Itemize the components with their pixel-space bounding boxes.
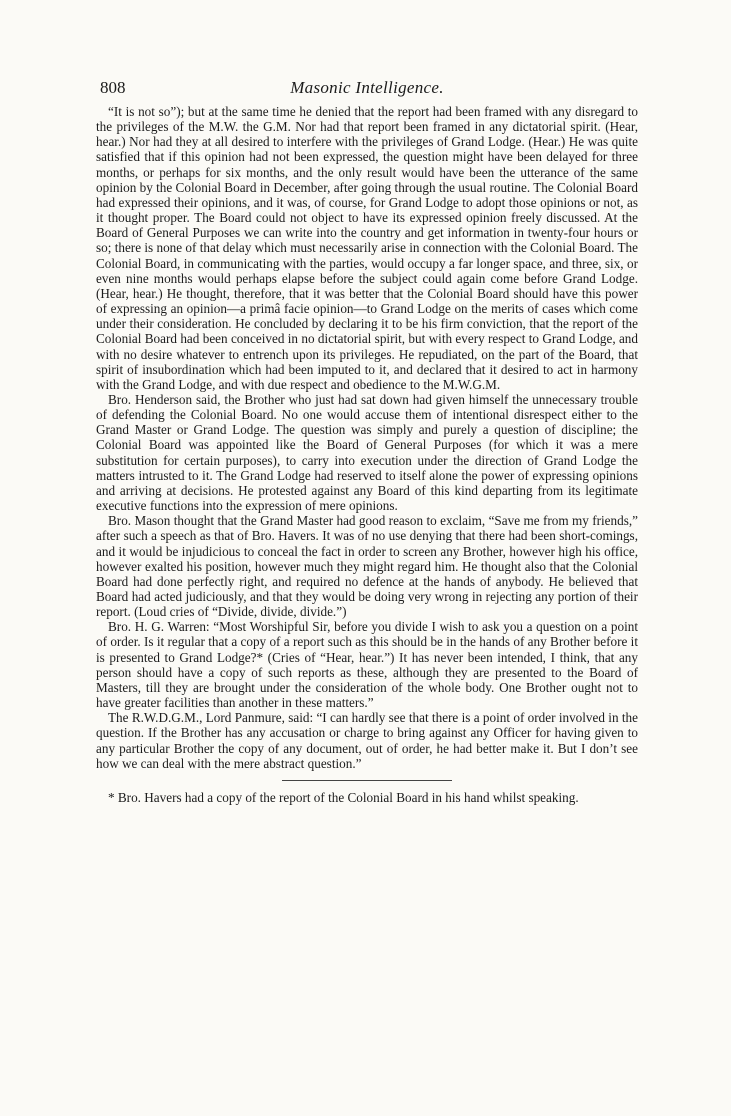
- paragraph-henderson: Bro. Henderson said, the Brother who just had sat down had given himself the unnecessary trouble of defending the Colonial Board. No one would accuse them of intentional disrespect either to the Grand Master or Grand Lodge. The question was simply and purely a question of discipline; the Colonial Board was appointed like the Board of General Purposes (for which it was a mere substitution for certain purposes), to carry into execution under the direction of Grand Lodge the matters intrusted to it. The Grand Lodge had reserved to itself alone the power of expressing opinions and arriving at decisions. He protested against any Board of this kind departing from its legitimate executive functions into the expression of mere opinions.: [96, 391, 638, 514]
- footnote: [96, 790, 638, 806]
- footnote-text: * Bro. Havers had a copy of the report of the Colonial Board in his hand whilst speaking.: [108, 789, 579, 805]
- page-number: 808: [100, 78, 126, 97]
- article-body: [96, 104, 638, 771]
- footnote-divider: [282, 780, 452, 781]
- page-header: [96, 78, 638, 104]
- running-title: Masonic Intelligence.: [290, 78, 444, 97]
- paragraph-mason: Bro. Mason thought that the Grand Master had good reason to exclaim, “Save me from my friends,” after such a speech as that of Bro. Havers. It was of no use denying that there had been short-comings, and it would be injudicious to conceal the fact in order to screen any Brother, however high his office, however exalted his position, however much they might regard him. He thought also that the Colonial Board had done perfectly right, and required no defence at the hands of anybody. He believed that Board had acted judiciously, and that they would be doing very wrong in rejecting any portion of their report. (Loud cries of “Divide, divide, divide.”): [96, 513, 638, 620]
- document-page: [96, 78, 638, 806]
- paragraph-warren: Bro. H. G. Warren: “Most Worshipful Sir, before you divide I wish to ask you a question on a point of order. Is it regular that a copy of a report such as this should be in the hands of any Brother before it is presented to Grand Lodge?* (Cries of “Hear, hear.”) It has never been intended, I think, that any person should have a copy of such reports as these, although they are presented to the Board of Masters, till they are brought under the consideration of the whole body. One Brother ought not to have greater facilities than another in these matters.”: [96, 619, 638, 711]
- paragraph-panmure: The R.W.D.G.M., Lord Panmure, said: “I can hardly see that there is a point of order involved in the question. If the Brother has any accusation or charge to bring against any Officer for having given to any particular Brother the copy of any document, out of order, he had better make it. But I don’t see how we can deal with the mere abstract question.”: [96, 710, 638, 771]
- paragraph-continuation: “It is not so”); but at the same time he denied that the report had been framed with any disregard to the privileges of the M.W. the G.M. Nor had that report been framed in any dictatorial spirit. (Hear, hear.) Nor had they at all desired to interfere with the privileges of Grand Lodge. (Hear.) He was quite satisfied that if this opinion had not been expressed, the question might have been delayed for three months, or perhaps for six months, and the only result would have been the utterance of the same opinion by the Colonial Board in December, after going through the usual routine. The Colonial Board had expressed their opinions, and it was, of course, for Grand Lodge to adopt those opinions or not, as it thought proper. The Board could not object to have its expressed opinion freely discussed. At the Board of General Purposes we can write into the country and get information in twenty-four hours or so; there is none of that delay which must necessarily arise in connection with the Colonial Board. The Colonial Board, in communicating with the parties, would occupy a far longer space, and three, six, or even nine months would perhaps elapse before the subject could again come before Grand Lodge. (Hear, hear.) He thought, therefore, that it was better that the Colonial Board should have this power of expressing an opinion—a primâ facie opinion—to Grand Lodge on the merits of cases which come under their consideration. He concluded by declaring it to be his firm conviction, that the report of the Colonial Board had been conceived in no dictatorial spirit, but with every respect to Grand Lodge, and with no desire whatever to entrench upon its privileges. He repudiated, on the part of the Board, that spirit of insubordination which had been imputed to it, and declared that it desired to act in harmony with the Grand Lodge, and with due respect and obedience to the M.W.G.M.: [96, 104, 638, 392]
